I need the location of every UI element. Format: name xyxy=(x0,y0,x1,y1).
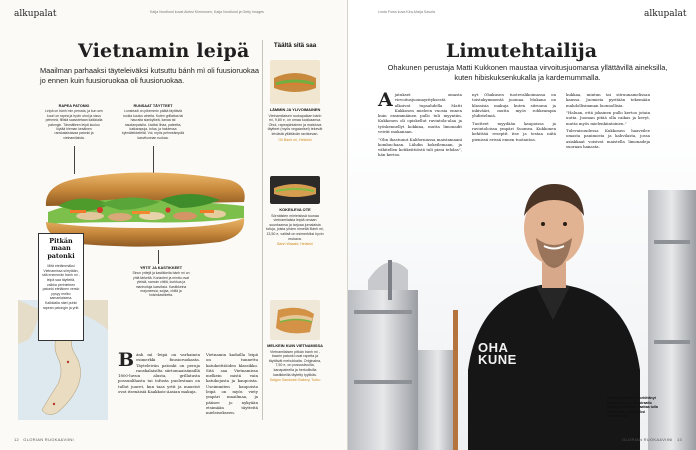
right-folio xyxy=(622,437,682,442)
annotation-text: Sinun yrttejä ja kastikkeita bánh mì on yhtä tärkeitä. Korianteri ja minttu ovat yleisiä, samoin chiliä, kurkkua ja marinoituja kasviksia. Kastikkeina majoneesia, soijaa, chiliä ja hoisinkastiketta. xyxy=(132,271,190,298)
callout-box xyxy=(38,233,84,341)
annotation-heading: YRTIT JA KASTIKKEET xyxy=(139,266,183,270)
dropcap: B xyxy=(118,349,135,371)
annotation-herbs xyxy=(130,266,192,298)
body-column-3 xyxy=(566,92,650,152)
sidebar-item xyxy=(266,208,324,247)
body-text: jatukset omasta virvoitusjuomayrityksestä alkoivat tupsahdella Matti Kukkosen mieleen vuosia ennen kuin ensimmäinen pullo tuli myyntiin. Kukkonen oli opiskellut ravintola-alaa ja työskennellyt kokkina, mutta limonadit veivät mukanaan. xyxy=(378,92,462,135)
body-column-1 xyxy=(118,349,200,395)
body-text: Vietnamin kaduilla leipä on tunnettu katukeittiöiden klassikko. Sitä saa Vietnamissa melkein mistä vain katukojusta ja kaupoista. Useimmiten kaupoista leipä on myös viety ympäri maailmaa, ja pääsee jo nykyään etsimään täytteitä mieleisekseen. xyxy=(206,352,258,416)
annotation-heading: RAPEA PATONKI xyxy=(58,104,90,108)
sidebar-item-heading: LÄMMIN JA YLIVOIMAINEN xyxy=(269,107,321,112)
body-text: nyt Ohakusen tuotevalikoimassa on toistakymmentä juomaa. Mukana on klassisia makuja kuten sitruuna ja inkivääri, mutta myös rohkeampia yhdistelmiä. xyxy=(472,92,556,119)
sidebar-item-text: Vietnamilaisen ruokapaikan bánh mì, 9,80 e, on omaa luokkaansa. Ohut, rapeapintainen ja maistuva täytteet (myös vegaaniset) tekevät leivästä yllättävän ravitsevan. xyxy=(267,113,323,136)
annotation-heading: RUNSAAT TÄYTTEET xyxy=(133,104,173,108)
sidebar-item-heading: MELKEIN KUIN VIETNAMISSA xyxy=(267,343,323,348)
section-label: alkupalat xyxy=(644,9,687,19)
body-text: kukkaa, mintun tai sitruunamelissan kanssa. Juomista pyritään tekemään mahdollisimman luonnollisia. xyxy=(566,92,650,108)
article-title: Vietnamin leipä xyxy=(78,40,250,62)
body-text: ”Haluan, että jokainen pullo kertoo jotain uutta. Juoman pitää olla raikas ja kevyt, mutta myös mielenkiintoinen.” xyxy=(566,110,650,126)
article-lede: Maailman parhaaksi täyteleiväksi kutsuttu bánh mì oli fuusioruokaa jo ennen kuin fuusioruokaa oli fuusioruokaa. xyxy=(40,66,259,85)
shirt-logo-line: KUNE xyxy=(478,352,517,367)
sidebar-item xyxy=(266,344,324,383)
shirt-logo-line: OHA xyxy=(478,340,509,355)
body-text: Tulevaisuudessa Kukkonen haaveilee omasta panimosta ja kahvilasta, jossa asiakkaat voisivat maistella limonadeja suoraan hanasta. xyxy=(566,128,650,150)
section-label: alkupalat xyxy=(14,9,57,19)
sidebar-title: Täältä sitä saa xyxy=(273,42,317,49)
callout-heading: Pitkän maan patonki xyxy=(47,237,75,260)
left-folio xyxy=(14,437,74,442)
annotation-text: Leipä on bánh mìn perusta, ja kun sen kuori on rapea ja hyvin ohut ja sisus pehmeä, fiilistä saavutetaan kaikkialla patongin. Täsmälleen leipä kuuluu löytää hieman kesäinen ranskalaistavaa patonki ja vietnamilaista. xyxy=(45,109,103,140)
sidebar-item-location: Bánh Wasabi, Helsinki xyxy=(277,242,313,247)
sandwich-photo-3 xyxy=(270,300,320,340)
sidebar-item xyxy=(266,108,324,142)
photo-credits: Katja Nordlund kuvat Aleksi Kimmonen, Katja Nordlund ja Getty Images xyxy=(150,10,264,14)
page-number: 12 xyxy=(14,437,20,442)
dropcap: A xyxy=(378,89,393,111)
body-column-1 xyxy=(378,89,462,160)
body-text: ánh mì -leipä on varhainen esimerkki fuusioruokasta. Täyteleivän patonki on peruja ranskalaisilta siirtomaaisännillä 1800-luvun alusta, grillatusta possunlihasta tai tofusta puolestaan on tullut juuret, kun taas yrtit ja maustot ovat itsenäisiä Kaakkois-Aasian makuja. xyxy=(118,352,200,395)
sandwich-photo-2 xyxy=(270,176,320,204)
photo-credits: Linda Forss kuva Kira-Marja Savola xyxy=(378,10,435,14)
sidebar-item-location: Saigon Sandwich Bakery, Turku xyxy=(269,378,321,383)
leader-line xyxy=(158,250,159,264)
callout-text: Mitä etelämmäksi Vietnamissa siirrytään, sitä enemmän bánh mì -leipä saa täytteitä, vaikka perinteinen patonki eteläinen versio pysyy melko samanlaisena. Kaikkialla näet puhki rapean patongin ja yrtit. xyxy=(42,264,80,310)
article-lede: Ohakunen perustaja Matti Kukkonen maustaa virvoitusjuomansa yllättävillä aineksilla, kuten hibiskuksenkukalla ja kardemummalla. xyxy=(387,63,668,82)
body-text: Tuotteet myydään kaupoissa ja ravintoloissa ympäri Suomea. Kukkonen kehittää reseptit itse ja testaa niitä pienissä erissä ennen tuotantoa. xyxy=(472,120,556,142)
sidebar-item-text: Sörnäisten mieleisissä tuunaa vietnamilaisia leipiä omaan suuntaansa ja tarjoaa jumalaisia tofuja, joista yhden nimeltä Bánh mi, 13,50 e, valitsit on esimerkiksi hyvin mukava. xyxy=(266,213,324,241)
magazine-name: GLORIAN RUOKA&VIINI xyxy=(23,437,74,442)
article-title: Limutehtailija xyxy=(446,40,598,62)
sidebar-item-heading: KOKEILEVA OTE xyxy=(279,207,311,212)
magazine-name: GLORIAN RUOKA&VIINI xyxy=(622,437,673,442)
body-column-2 xyxy=(206,352,258,416)
body-column-2 xyxy=(472,92,556,144)
column-divider xyxy=(262,40,263,420)
sidebar-item-text: Vietnamilaisen pitkän bánh mì -baarin patonki ovat rapeita ja täyttävät mehukkaita. Originalna, 7,50 e, on possusiivuilla, kanapateella ja herkullisilla kastikkeilla täytetty tyylikäs. xyxy=(268,349,322,377)
page-number: 13 xyxy=(676,437,682,442)
annotation-text: Lonsteadi on pikemmin päätä täyttäviä ruokia kuuluu aineita. Kuten grillattua tai hauraita siankylkeä, kanaa tai naudanpaistia. Lisäksi lihaa, pateetta, katkarapuja, tofua, ja halutessa kylmäleikkeleitä. Voi, myös pehmeämpää kasvikunnan ruokaa. xyxy=(122,109,185,140)
annotation-fillings xyxy=(122,104,184,140)
sandwich-photo-1 xyxy=(270,60,320,104)
sidebar-item-location: Oli Banh mi, Helsinki xyxy=(278,137,312,142)
body-text: ”Olin ihastunut Kaliforniassa maistamaani kombuchaan. Lähdin kokeilemaan, ja vähitellen kotikeittiöstä tuli pieni tehdas”, hän kertoo. xyxy=(378,136,462,158)
annotation-baguette xyxy=(44,104,104,140)
photo-caption: Matti Kukkonen on kehittänyt juomansa itse. ”Inspiraatio makuyhdistelmiin saattaa tulla mistä vain, esimerkiksi ravintolasta.” xyxy=(607,396,658,419)
shirt-logo xyxy=(478,342,517,366)
